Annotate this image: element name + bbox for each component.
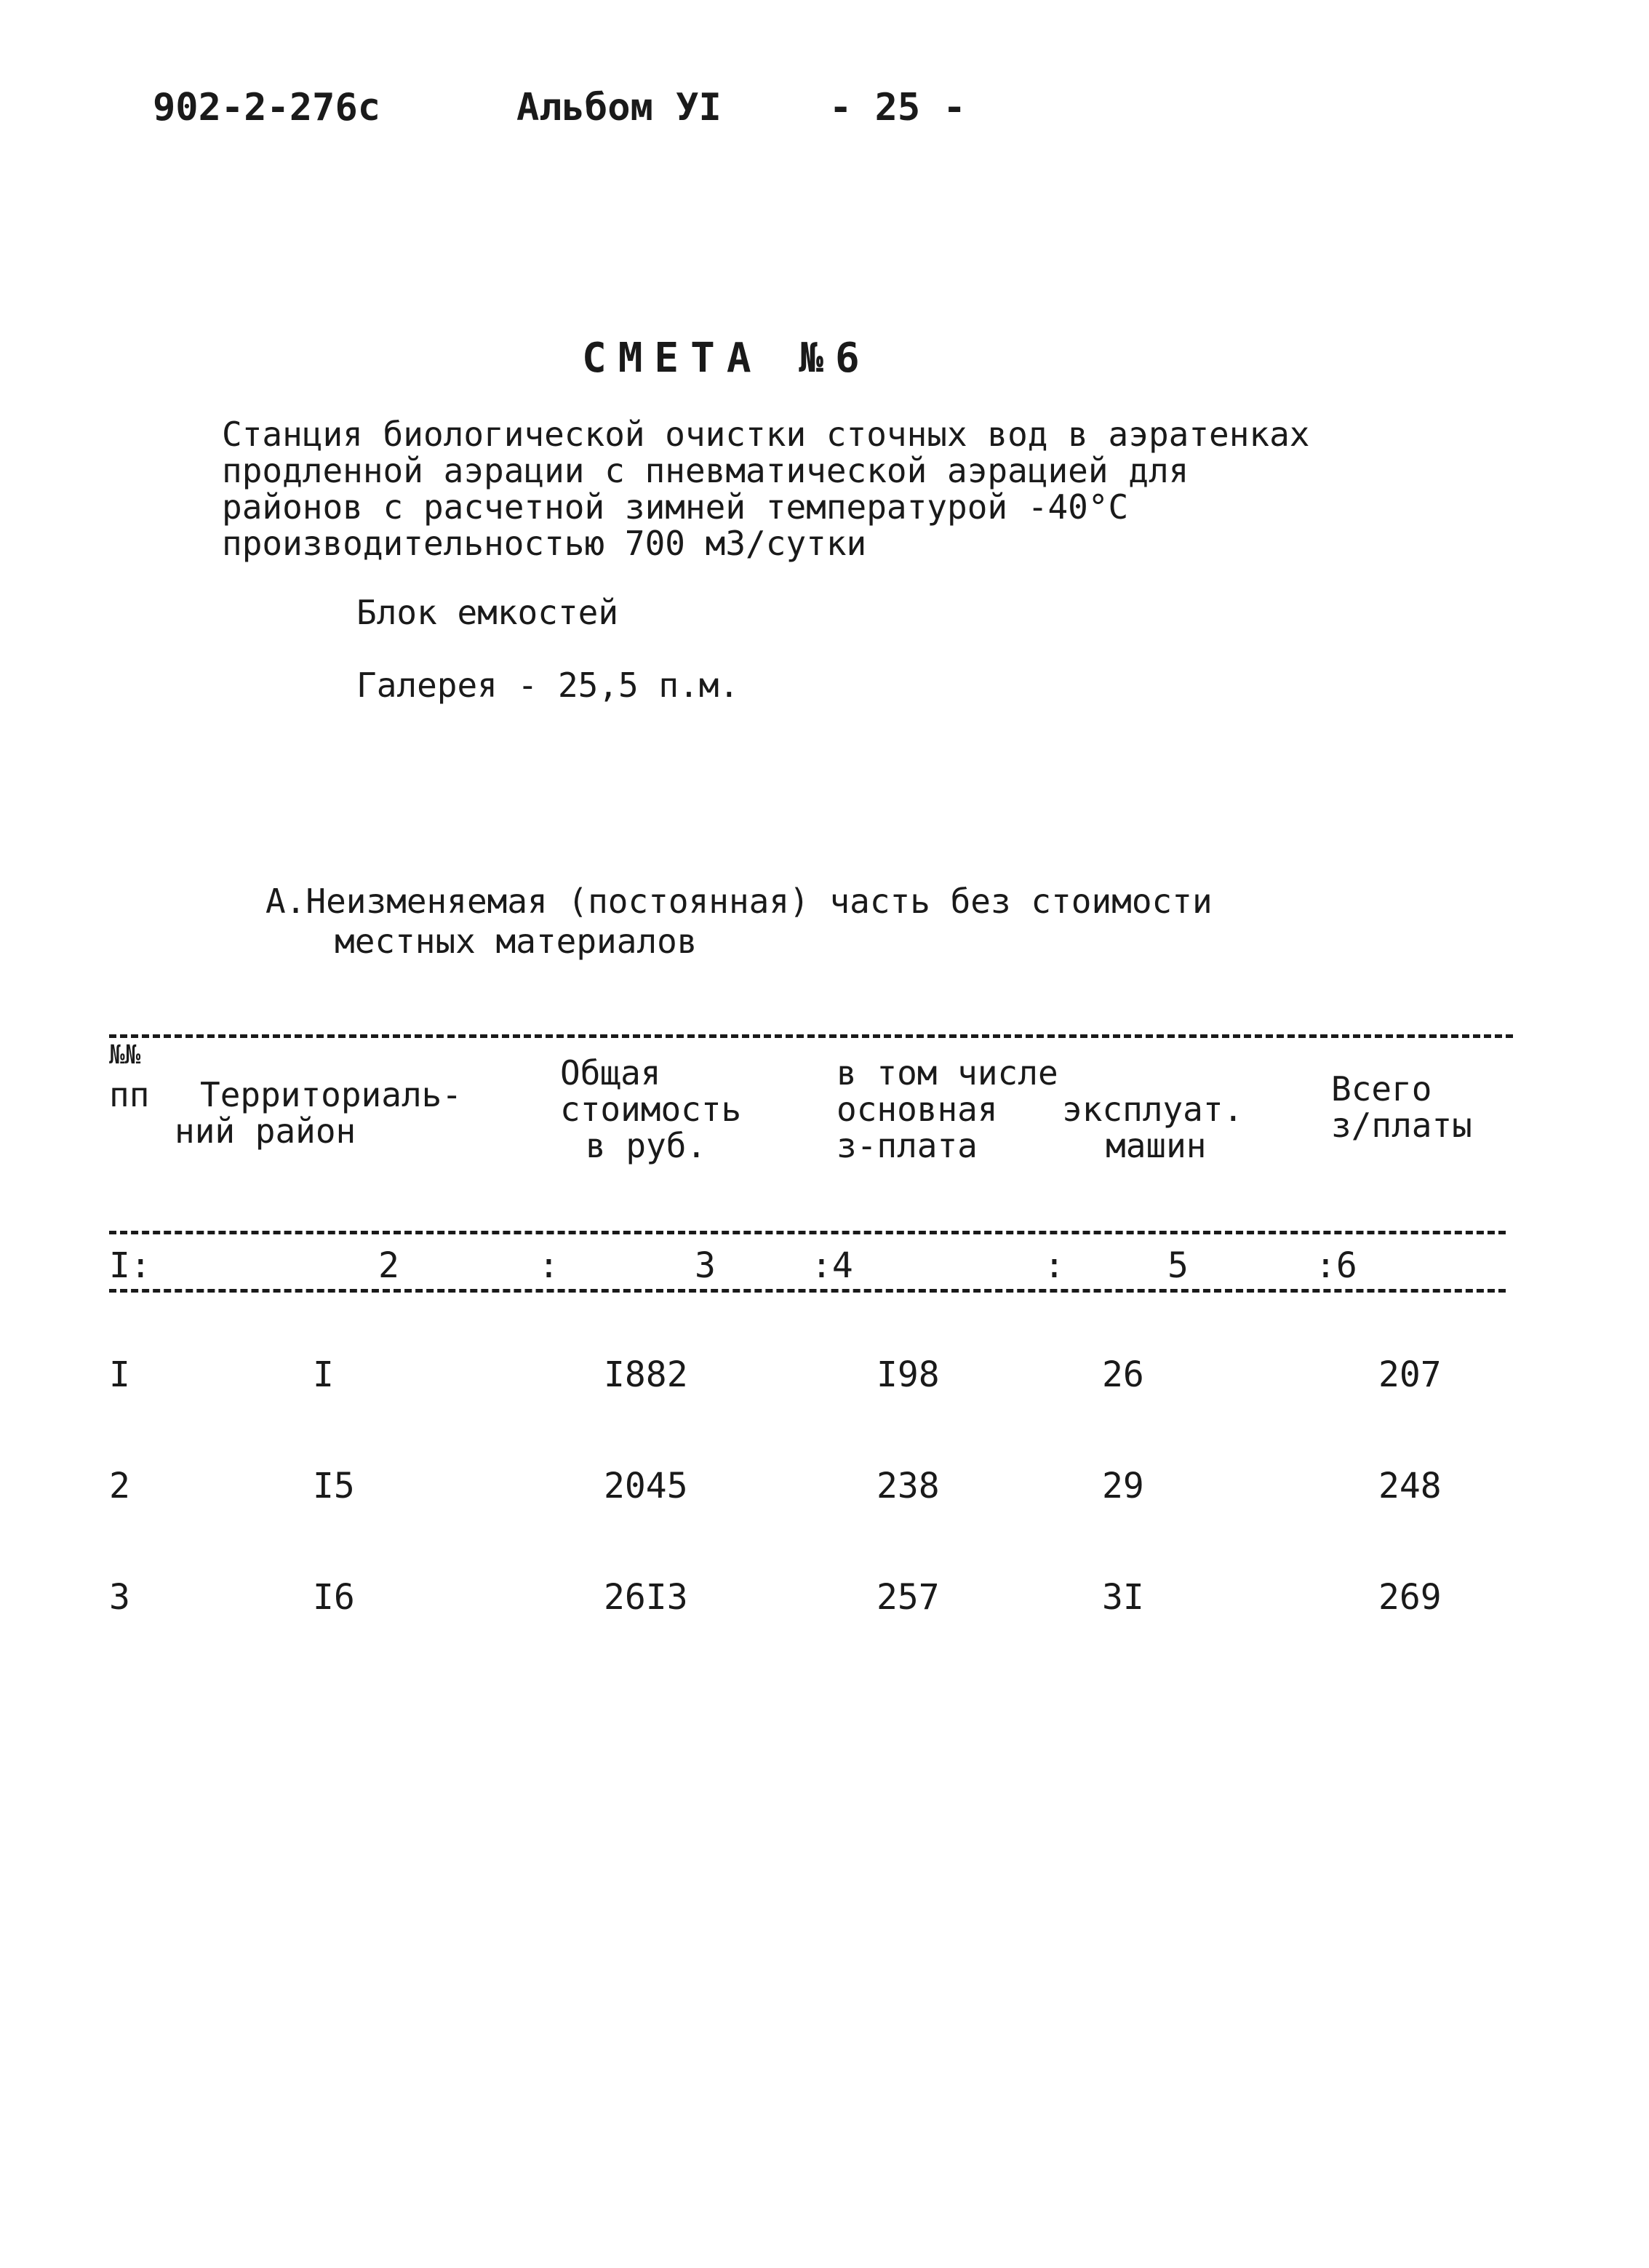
description-line-3: районов с расчетной зимней температурой -40°С bbox=[222, 487, 1129, 527]
document-code: 902-2-276с bbox=[153, 86, 381, 129]
header-territorial-2: ний район bbox=[175, 1111, 356, 1151]
gallery-label: Галерея - 25,5 п.м. bbox=[356, 666, 740, 705]
table-cell: 257 bbox=[877, 1577, 940, 1618]
table-cell: I bbox=[313, 1354, 334, 1395]
column-number-4: :4 bbox=[811, 1245, 853, 1286]
column-number-5: 5 bbox=[1167, 1245, 1189, 1286]
column-separator: : bbox=[538, 1245, 559, 1286]
description-line-4: производительностью 700 м3/сутки bbox=[222, 524, 867, 563]
table-cell: I bbox=[109, 1354, 130, 1395]
header-territorial-1: Территориаль- bbox=[200, 1075, 463, 1114]
table-cell: 2045 bbox=[604, 1466, 688, 1506]
header-base-salary-2: з-плата bbox=[837, 1126, 978, 1165]
header-number-sign: №№ bbox=[109, 1040, 141, 1070]
header-total-cost-2: стоимость bbox=[560, 1090, 742, 1129]
description-line-1: Станция биологической очистки сточных вод в аэратенках bbox=[222, 415, 1310, 454]
table-cell: I5 bbox=[313, 1466, 355, 1506]
album-label: Альбом УI bbox=[516, 86, 722, 129]
table-cell: 2 bbox=[109, 1466, 130, 1506]
column-separator: : bbox=[1044, 1245, 1065, 1286]
table-cell: I98 bbox=[877, 1354, 940, 1395]
table-cell: 248 bbox=[1378, 1466, 1442, 1506]
table-cell: 26I3 bbox=[604, 1577, 688, 1618]
header-total-salary-2: з/платы bbox=[1331, 1106, 1472, 1145]
header-total-cost-3: в руб. bbox=[586, 1126, 707, 1165]
table-cell: 29 bbox=[1102, 1466, 1144, 1506]
table-cell: 3 bbox=[109, 1577, 130, 1618]
header-machine-operation-1: эксплуат. bbox=[1062, 1090, 1244, 1129]
estimate-title: СМЕТА №6 bbox=[582, 335, 871, 382]
header-total-salary-1: Всего bbox=[1331, 1069, 1432, 1109]
header-pp: пп bbox=[109, 1075, 150, 1114]
section-heading-line-2: местных материалов bbox=[335, 922, 698, 961]
table-top-rule bbox=[109, 1034, 1513, 1038]
column-number-2: 2 bbox=[378, 1245, 399, 1286]
table-cell: 238 bbox=[877, 1466, 940, 1506]
block-label: Блок емкостей bbox=[356, 593, 619, 632]
table-column-number-rule bbox=[109, 1289, 1506, 1293]
column-number-1: I: bbox=[109, 1245, 151, 1286]
table-header-rule bbox=[109, 1231, 1506, 1234]
header-total-cost-1: Общая bbox=[560, 1053, 661, 1093]
column-number-6: :6 bbox=[1315, 1245, 1357, 1286]
description-line-2: продленной аэрации с пневматической аэрацией для bbox=[222, 451, 1189, 490]
table-cell: 3I bbox=[1102, 1577, 1144, 1618]
table-cell: I6 bbox=[313, 1577, 355, 1618]
page-number: - 25 - bbox=[829, 86, 966, 129]
table-cell: I882 bbox=[604, 1354, 688, 1395]
table-cell: 269 bbox=[1378, 1577, 1442, 1618]
header-base-salary-1: основная bbox=[837, 1090, 998, 1129]
column-number-3: 3 bbox=[695, 1245, 716, 1286]
section-heading-line-1: А.Неизменяемая (постоянная) часть без стоимости bbox=[265, 882, 1213, 921]
header-machine-operation-2: машин bbox=[1106, 1126, 1207, 1165]
table-cell: 26 bbox=[1102, 1354, 1144, 1395]
table-cell: 207 bbox=[1378, 1354, 1442, 1395]
header-including: в том числе bbox=[837, 1053, 1058, 1093]
